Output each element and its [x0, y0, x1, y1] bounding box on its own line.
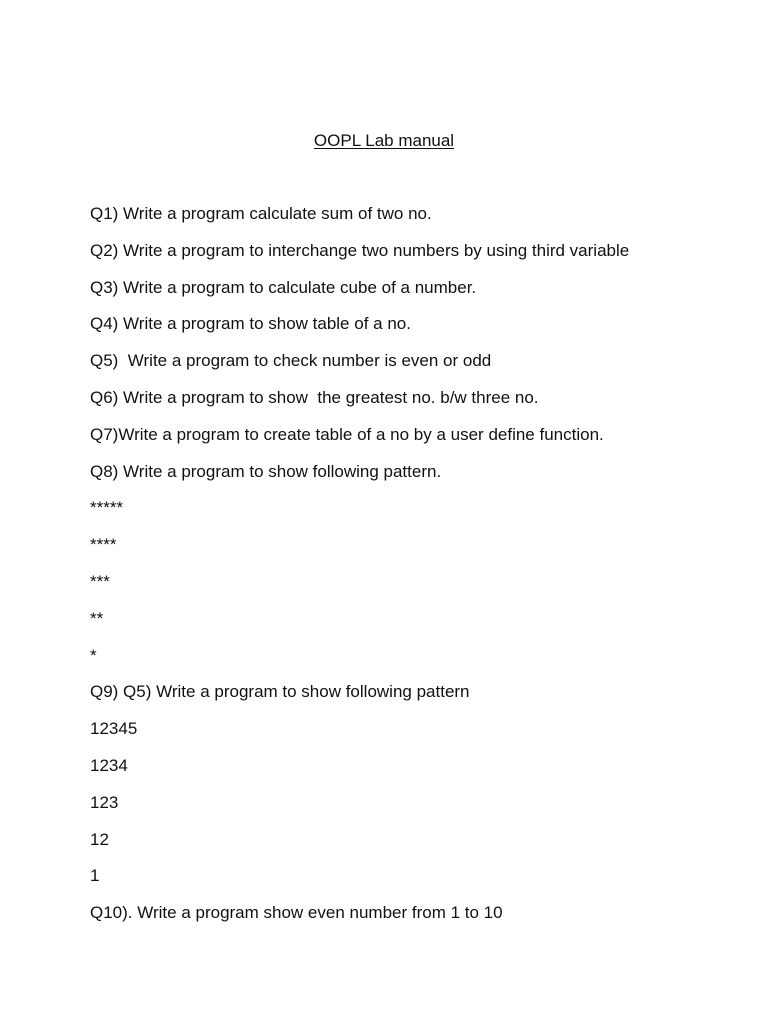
- pattern-line: **: [90, 608, 104, 628]
- page-title-text: OOPL Lab manual: [313, 131, 455, 150]
- pattern-line: 1: [90, 866, 100, 886]
- pattern-line: ***: [90, 571, 110, 591]
- pattern-line: ****: [90, 535, 117, 555]
- pattern-line: *****: [90, 498, 124, 518]
- question-q9: Q9) Q5) Write a program to show following pattern: [90, 682, 470, 702]
- page-title: [0, 130, 768, 152]
- pattern-line: 1234: [90, 755, 128, 775]
- pattern-line: 123: [90, 792, 119, 812]
- question-q8: Q8) Write a program to show following pattern.: [90, 461, 442, 481]
- pattern-line: 12: [90, 829, 109, 849]
- pattern-line: *: [90, 645, 97, 665]
- question-q2: Q2) Write a program to interchange two numbers by using third variable: [90, 240, 630, 260]
- question-q10: Q10). Write a program show even number from 1 to 10: [90, 903, 503, 923]
- question-q1: Q1) Write a program calculate sum of two no.: [90, 204, 432, 223]
- pattern-line: 12345: [90, 719, 138, 739]
- question-q7: Q7)Write a program to create table of a no by a user define function.: [90, 424, 604, 444]
- question-q4: Q4) Write a program to show table of a no.: [90, 314, 411, 334]
- question-q3: Q3) Write a program to calculate cube of a number.: [90, 277, 477, 297]
- question-list: [90, 203, 730, 939]
- question-q6: Q6) Write a program to show the greatest no. b/w three no.: [90, 387, 539, 407]
- question-q5: Q5) Write a program to check number is even or odd: [90, 351, 492, 371]
